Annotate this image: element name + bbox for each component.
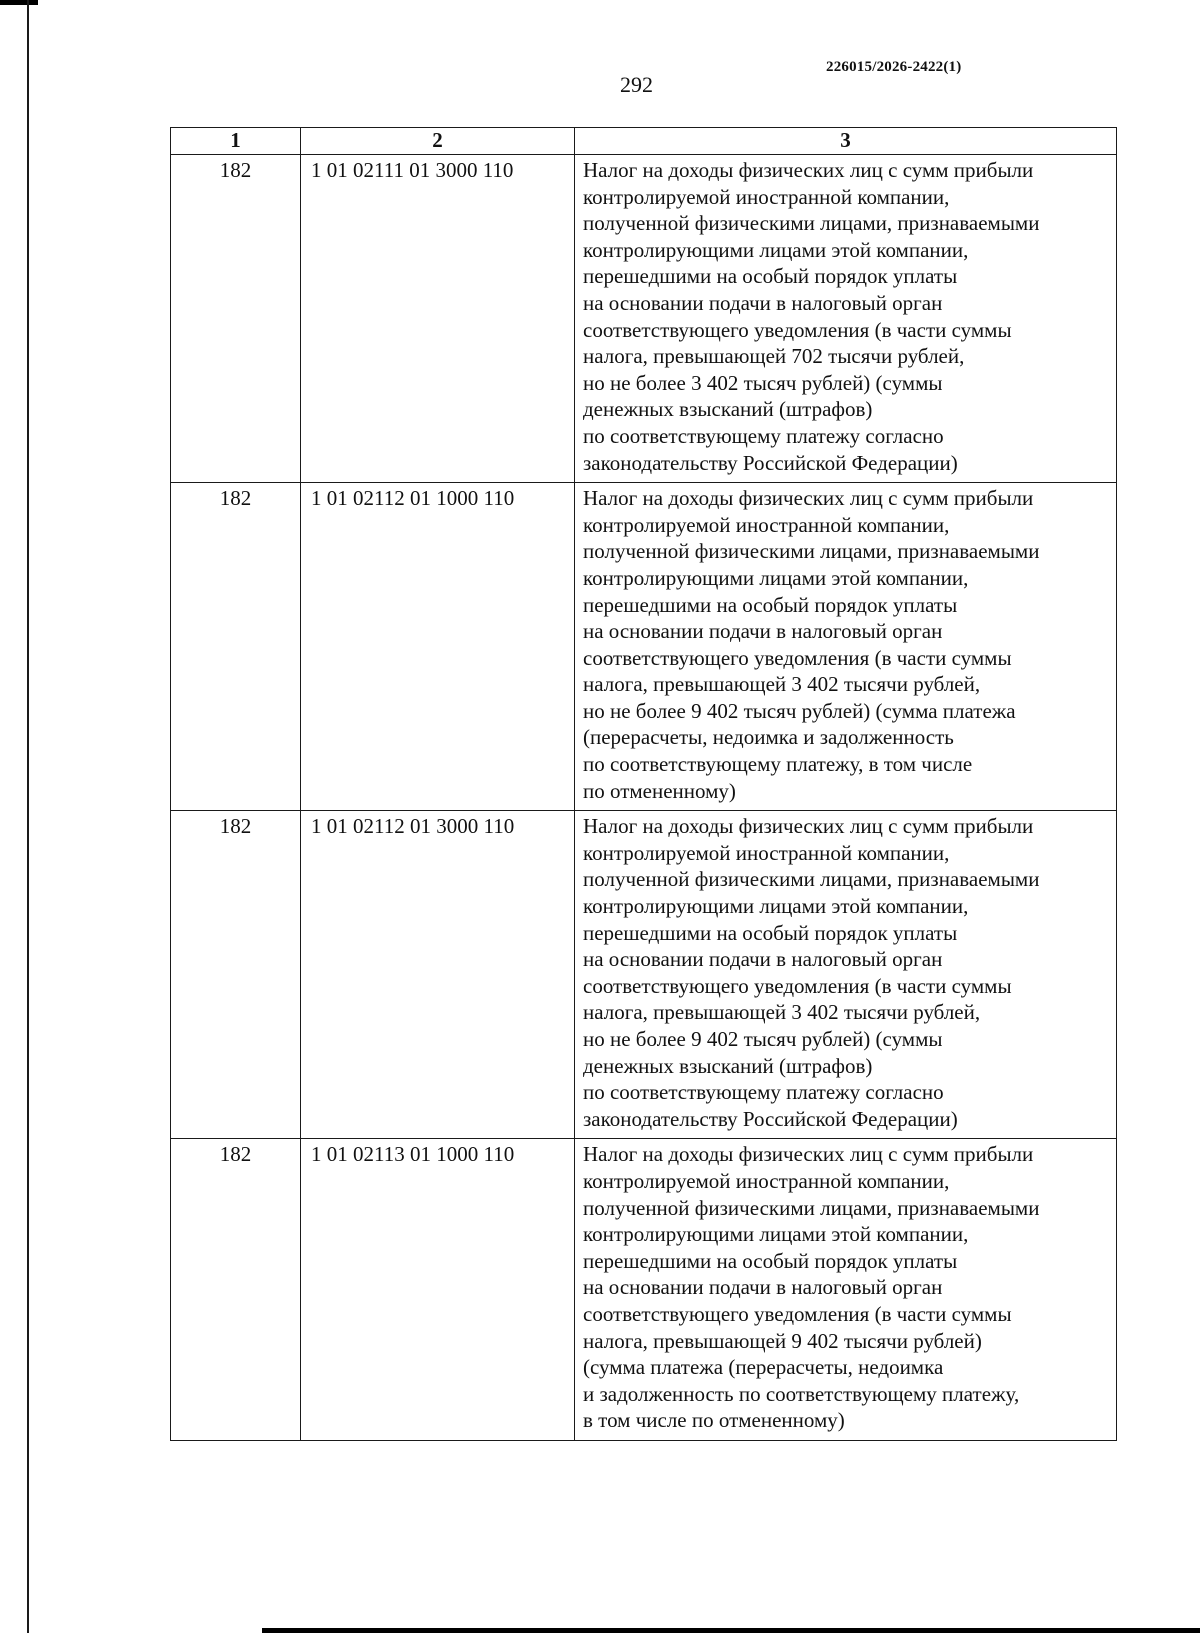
- classification-code-cell: 1 01 02111 01 3000 110: [301, 155, 575, 483]
- income-name-line: перешедшими на особый порядок уплаты: [583, 264, 958, 289]
- income-name-line: соответствующего уведомления (в части суммы: [583, 973, 1012, 998]
- scan-edge-left: [27, 0, 29, 1633]
- income-name-line: законодательству Российской Федерации): [583, 1106, 958, 1131]
- income-name-line: Налог на доходы физических лиц с сумм прибыли: [583, 1142, 1034, 1167]
- income-name-line: (перерасчеты, недоимка и задолженность: [583, 725, 954, 750]
- income-name-line: контролирующими лицами этой компании,: [583, 894, 969, 919]
- income-name-line: на основании подачи в налоговый орган: [583, 619, 943, 644]
- page-number: 292: [620, 72, 653, 97]
- income-name-line: перешедшими на особый порядок уплаты: [583, 920, 958, 945]
- classification-table: [170, 127, 1117, 1441]
- table-row: [171, 155, 1117, 483]
- classification-code-cell: 1 01 02112 01 1000 110: [301, 483, 575, 811]
- table-row: [171, 483, 1117, 811]
- income-name-line: законодательству Российской Федерации): [583, 450, 958, 475]
- income-name-line: на основании подачи в налоговый орган: [583, 1275, 943, 1300]
- table-row: [171, 1139, 1117, 1441]
- income-name-line: контролируемой иностранной компании,: [583, 184, 950, 209]
- column-header-2: 2: [301, 128, 575, 155]
- income-name-line: по соответствующему платежу, в том числе: [583, 752, 973, 777]
- income-name-line: перешедшими на особый порядок уплаты: [583, 592, 958, 617]
- income-name-line: но не более 9 402 тысяч рублей) (суммы: [583, 1027, 943, 1051]
- income-name-line: по соответствующему платежу согласно: [583, 423, 944, 448]
- income-name-line: по отмененному): [583, 778, 736, 803]
- admin-code-cell: 182: [171, 155, 301, 483]
- income-name-line: соответствующего уведомления (в части суммы: [583, 645, 1012, 670]
- income-name-line: Налог на доходы физических лиц с сумм прибыли: [583, 486, 1034, 511]
- income-name-line: перешедшими на особый порядок уплаты: [583, 1248, 958, 1273]
- income-name-line: полученной физическими лицами, признаваемыми: [583, 867, 1040, 892]
- classification-code-cell: 1 01 02113 01 1000 110: [301, 1139, 575, 1441]
- income-name-line: контролируемой иностранной компании,: [583, 512, 950, 537]
- income-name-line: соответствующего уведомления (в части суммы: [583, 317, 1012, 342]
- income-name-line: соответствующего уведомления (в части суммы: [583, 1301, 1012, 1326]
- table-body: [171, 155, 1117, 1441]
- income-name-line: полученной физическими лицами, признаваемыми: [583, 1195, 1040, 1220]
- column-header-1: 1: [171, 128, 301, 155]
- table-row: [171, 811, 1117, 1139]
- table-header-row: [171, 128, 1117, 155]
- income-name-line: но не более 9 402 тысяч рублей) (сумма платежа: [583, 698, 1016, 723]
- scan-edge-top: [0, 0, 38, 5]
- income-name-cell: [575, 811, 1117, 1139]
- column-header-3: 3: [575, 128, 1117, 155]
- income-name-cell: [575, 483, 1117, 811]
- income-name-line: полученной физическими лицами, признаваемыми: [583, 211, 1040, 236]
- income-name-line: контролирующими лицами этой компании,: [583, 237, 969, 262]
- income-name-line: контролирующими лицами этой компании,: [583, 1222, 969, 1247]
- income-name-line: налога, превышающей 3 402 тысячи рублей,: [583, 1000, 981, 1025]
- income-name-line: Налог на доходы физических лиц с сумм прибыли: [583, 158, 1034, 182]
- income-name-line: по соответствующему платежу согласно: [583, 1080, 944, 1105]
- income-name-line: налога, превышающей 3 402 тысячи рублей,: [583, 672, 981, 697]
- income-name-line: на основании подачи в налоговый орган: [583, 947, 943, 972]
- income-name-line: на основании подачи в налоговый орган: [583, 290, 943, 315]
- income-name-line: денежных взысканий (штрафов): [583, 1053, 873, 1078]
- admin-code-cell: 182: [171, 483, 301, 811]
- document-id: 226015/2026-2422(1): [826, 59, 962, 75]
- income-name-line: (сумма платежа (перерасчеты, недоимка: [583, 1355, 944, 1380]
- income-name-line: контролируемой иностранной компании,: [583, 1168, 950, 1193]
- income-name-cell: [575, 155, 1117, 483]
- scan-edge-bottom: [262, 1628, 1200, 1633]
- income-name-line: налога, превышающей 702 тысячи рублей,: [583, 344, 965, 369]
- income-name-cell: [575, 1139, 1117, 1441]
- income-name-line: контролирующими лицами этой компании,: [583, 565, 969, 590]
- income-name-line: в том числе по отмененному): [583, 1408, 845, 1433]
- income-name-line: полученной физическими лицами, признаваемыми: [583, 539, 1040, 564]
- classification-code-cell: 1 01 02112 01 3000 110: [301, 811, 575, 1139]
- income-name-line: денежных взысканий (штрафов): [583, 397, 873, 422]
- income-name-line: налога, превышающей 9 402 тысячи рублей): [583, 1328, 982, 1353]
- admin-code-cell: 182: [171, 811, 301, 1139]
- income-name-line: Налог на доходы физических лиц с сумм прибыли: [583, 814, 1034, 839]
- income-name-line: но не более 3 402 тысяч рублей) (суммы: [583, 370, 943, 395]
- income-name-line: контролируемой иностранной компании,: [583, 840, 950, 865]
- admin-code-cell: 182: [171, 1139, 301, 1441]
- income-name-line: и задолженность по соответствующему платежу,: [583, 1381, 1020, 1406]
